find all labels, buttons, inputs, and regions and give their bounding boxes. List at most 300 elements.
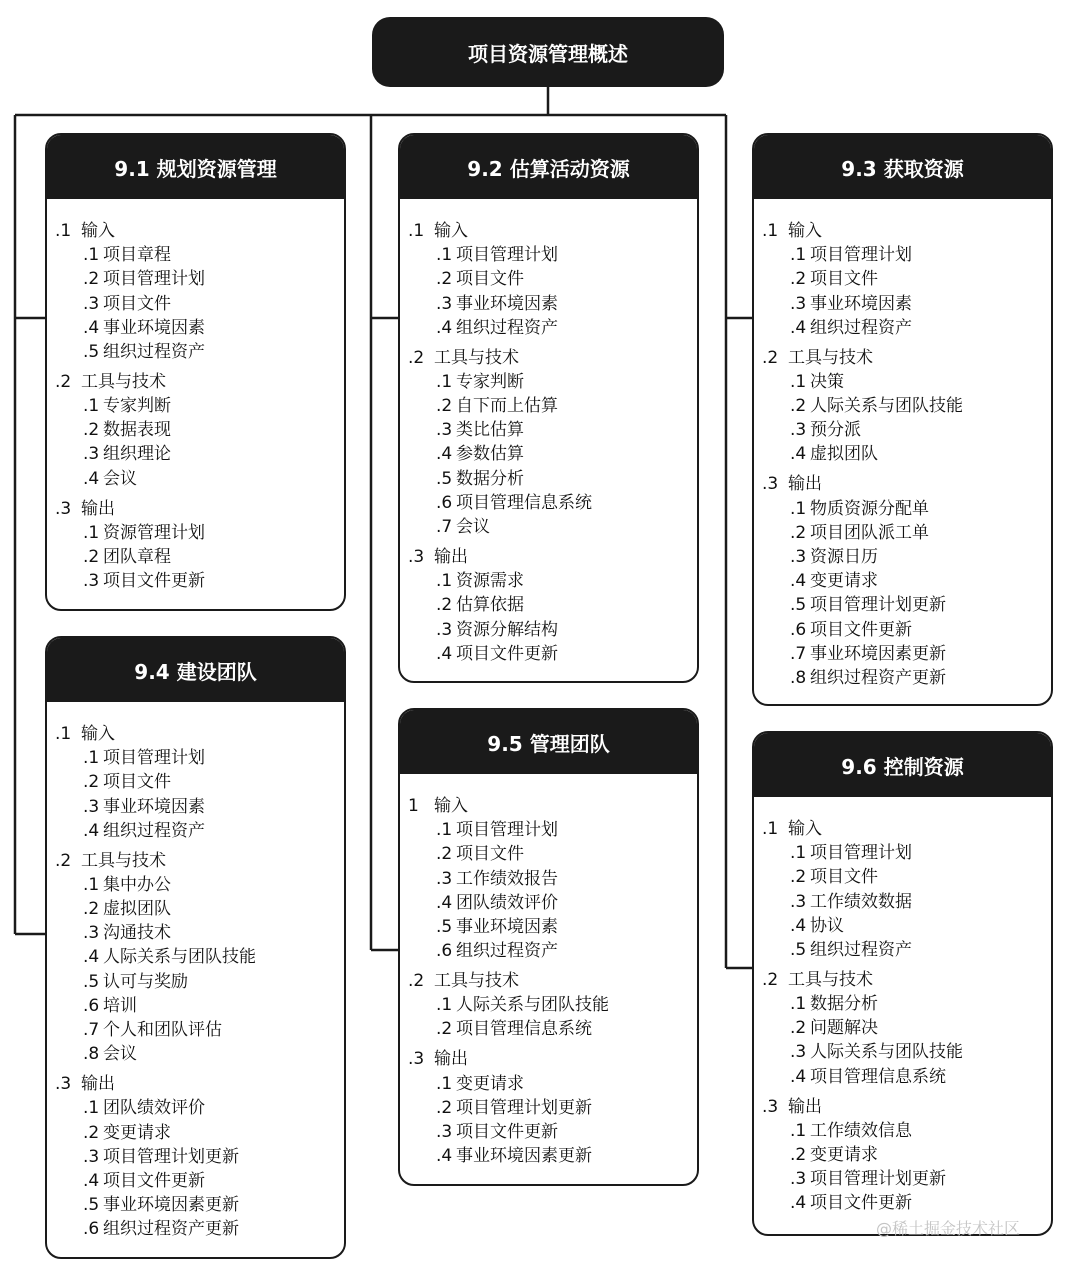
item-number: .5: [790, 939, 807, 960]
list-item: [762, 1065, 1051, 1089]
list-item: [762, 1119, 1051, 1143]
item-label: 组织理论: [103, 444, 171, 465]
item-label: 项目管理计划更新: [810, 1169, 946, 1190]
item-label: 专家判断: [456, 371, 524, 392]
section-title: [762, 346, 1051, 370]
list-item: [408, 442, 697, 466]
item-number: .1: [436, 245, 453, 266]
list-item: [762, 914, 1051, 938]
section-outputs: [762, 472, 1051, 690]
item-label: 项目文件更新: [456, 1122, 558, 1143]
item-number: .1: [436, 820, 453, 841]
list-item: [762, 243, 1051, 267]
process-body: [754, 199, 1051, 690]
item-number: .4: [436, 643, 453, 664]
list-item: [762, 442, 1051, 466]
item-number: .4: [83, 820, 100, 841]
section-number: .2: [408, 971, 425, 992]
list-item: [762, 1016, 1051, 1040]
item-number: .1: [790, 843, 807, 864]
list-item: [408, 842, 697, 866]
item-label: 组织过程资产更新: [810, 667, 946, 688]
section-label: 工具与技术: [81, 371, 166, 392]
item-label: 项目管理计划: [456, 245, 558, 266]
item-label: 项目文件更新: [810, 1193, 912, 1214]
item-label: 物质资源分配单: [810, 498, 929, 519]
section-number: .1: [55, 221, 72, 241]
item-number: .6: [83, 995, 100, 1016]
item-label: 项目文件: [810, 867, 878, 888]
process-title: 9.6 控制资源: [754, 733, 1051, 797]
section-label: 输出: [788, 1096, 822, 1117]
section-number: .1: [408, 221, 425, 241]
item-number: .5: [83, 1195, 100, 1216]
list-item: [762, 370, 1051, 394]
list-item: [408, 618, 697, 642]
section-title: [408, 794, 697, 818]
section-number: .1: [55, 724, 72, 744]
item-label: 会议: [103, 468, 137, 489]
item-label: 项目管理计划更新: [810, 595, 946, 616]
list-item: [762, 418, 1051, 442]
item-number: .3: [83, 293, 100, 314]
list-item: [55, 897, 344, 921]
list-item: [408, 915, 697, 939]
section-label: 输入: [788, 819, 822, 839]
item-number: .3: [790, 293, 807, 314]
section-label: 输出: [434, 1049, 468, 1070]
item-number: .3: [790, 1042, 807, 1063]
item-number: .3: [436, 420, 453, 441]
section-title: [762, 817, 1051, 841]
item-number: .2: [83, 1122, 100, 1143]
section-label: 输出: [434, 547, 468, 568]
list-item: [762, 545, 1051, 569]
item-number: .4: [83, 1170, 100, 1191]
section-title: [762, 1095, 1051, 1119]
item-number: .2: [83, 547, 100, 568]
section-title: [55, 849, 344, 873]
item-label: 组织过程资产: [103, 341, 205, 362]
item-label: 人际关系与团队技能: [810, 1042, 963, 1063]
process-box-9-5: [398, 708, 699, 1186]
item-number: .1: [83, 874, 100, 895]
process-title: 9.4 建设团队: [47, 638, 344, 702]
process-box-9-1: [45, 133, 346, 611]
list-item: [408, 267, 697, 291]
item-number: .4: [436, 1146, 453, 1167]
list-item: [408, 491, 697, 515]
section-outputs: [55, 497, 344, 594]
process-box-9-2: [398, 133, 699, 683]
process-body: [47, 199, 344, 593]
item-number: .5: [790, 595, 807, 616]
list-item: [55, 292, 344, 316]
item-number: .5: [83, 341, 100, 362]
item-number: .3: [790, 1169, 807, 1190]
item-label: 数据表现: [103, 420, 171, 441]
section-label: 工具与技术: [788, 347, 873, 368]
list-item: [762, 938, 1051, 962]
list-item: [762, 292, 1051, 316]
list-item: [55, 1042, 344, 1066]
item-label: 人际关系与团队技能: [103, 947, 256, 968]
item-label: 项目管理计划更新: [103, 1146, 239, 1167]
section-title: [408, 219, 697, 243]
list-item: [55, 316, 344, 340]
process-body: [47, 702, 344, 1242]
item-number: .2: [436, 1097, 453, 1118]
list-item: [762, 890, 1051, 914]
list-item: [55, 1169, 344, 1193]
process-body: [400, 774, 697, 1168]
list-item: [408, 316, 697, 340]
list-item: [55, 1121, 344, 1145]
section-label: 输出: [788, 474, 822, 495]
list-item: [408, 1017, 697, 1041]
item-label: 项目管理计划: [810, 843, 912, 864]
item-label: 认可与奖励: [103, 971, 188, 992]
section-title: [762, 472, 1051, 496]
section-number: .2: [55, 850, 72, 871]
list-item: [762, 841, 1051, 865]
item-number: .2: [83, 269, 100, 290]
item-label: 人际关系与团队技能: [810, 396, 963, 417]
item-label: 项目文件更新: [456, 643, 558, 664]
section-outputs: [408, 545, 697, 666]
section-label: 工具与技术: [788, 969, 873, 990]
item-label: 项目文件更新: [810, 619, 912, 640]
section-label: 输入: [81, 221, 115, 241]
list-item: [408, 939, 697, 963]
list-item: [762, 1167, 1051, 1191]
section-number: .3: [762, 474, 779, 495]
item-number: .3: [83, 923, 100, 944]
item-label: 专家判断: [103, 396, 171, 417]
list-item: [408, 593, 697, 617]
item-number: .5: [83, 971, 100, 992]
item-label: 参数估算: [456, 444, 524, 465]
item-number: .6: [790, 619, 807, 640]
list-item: [762, 992, 1051, 1016]
item-label: 事业环境因素更新: [103, 1195, 239, 1216]
overview-title: 项目资源管理概述: [372, 17, 724, 87]
item-number: .2: [436, 844, 453, 865]
item-number: .3: [436, 293, 453, 314]
section-number: .2: [55, 371, 72, 392]
process-body: [400, 199, 697, 666]
item-label: 组织过程资产: [810, 939, 912, 960]
section-outputs: [762, 1095, 1051, 1216]
item-label: 团队章程: [103, 547, 171, 568]
list-item: [408, 515, 697, 539]
item-number: .1: [790, 498, 807, 519]
section-label: 输出: [81, 1074, 115, 1095]
item-label: 资源管理计划: [103, 522, 205, 543]
watermark: @稀土掘金技术社区: [876, 1219, 1021, 1238]
section-title: [55, 219, 344, 243]
list-item: [762, 497, 1051, 521]
item-number: .3: [83, 571, 100, 592]
item-number: .7: [790, 643, 807, 664]
process-title: 9.3 获取资源: [754, 135, 1051, 199]
list-item: [762, 1191, 1051, 1215]
item-label: 工作绩效报告: [456, 868, 558, 889]
list-item: [408, 891, 697, 915]
item-number: .2: [436, 269, 453, 290]
section-title: [55, 1072, 344, 1096]
item-label: 组织过程资产: [456, 317, 558, 338]
item-label: 沟通技术: [103, 923, 171, 944]
item-number: .3: [790, 891, 807, 912]
item-number: .4: [436, 444, 453, 465]
list-item: [55, 545, 344, 569]
section-inputs: [55, 722, 344, 843]
list-item: [408, 370, 697, 394]
item-number: .3: [83, 1146, 100, 1167]
section-number: .3: [762, 1096, 779, 1117]
item-label: 数据分析: [810, 994, 878, 1015]
list-item: [55, 994, 344, 1018]
item-label: 会议: [103, 1044, 137, 1065]
list-item: [762, 569, 1051, 593]
item-number: .4: [83, 947, 100, 968]
list-item: [55, 921, 344, 945]
item-number: .4: [790, 1193, 807, 1214]
item-number: .4: [790, 317, 807, 338]
list-item: [762, 394, 1051, 418]
item-label: 项目管理计划: [103, 748, 205, 769]
section-title: [762, 219, 1051, 243]
item-label: 事业环境因素更新: [810, 643, 946, 664]
list-item: [762, 666, 1051, 690]
list-item: [408, 467, 697, 491]
list-item: [55, 945, 344, 969]
item-number: .3: [83, 444, 100, 465]
item-label: 项目章程: [103, 245, 171, 266]
list-item: [55, 795, 344, 819]
item-number: .2: [790, 1018, 807, 1039]
item-number: .4: [83, 468, 100, 489]
item-label: 组织过程资产更新: [103, 1219, 239, 1240]
item-number: .2: [436, 396, 453, 417]
item-number: .3: [436, 868, 453, 889]
section-number: .3: [55, 1074, 72, 1095]
item-number: .1: [436, 371, 453, 392]
list-item: [762, 618, 1051, 642]
item-number: .8: [83, 1044, 100, 1065]
section-label: 工具与技术: [81, 850, 166, 871]
section-tools: [55, 849, 344, 1067]
item-label: 项目管理计划: [810, 245, 912, 266]
item-label: 类比估算: [456, 420, 524, 441]
item-label: 团队绩效评价: [103, 1098, 205, 1119]
list-item: [762, 1040, 1051, 1064]
item-label: 变更请求: [810, 1145, 878, 1166]
list-item: [55, 746, 344, 770]
item-label: 集中办公: [103, 874, 171, 895]
list-item: [55, 467, 344, 491]
section-label: 工具与技术: [434, 347, 519, 368]
list-item: [408, 1144, 697, 1168]
item-label: 事业环境因素: [810, 293, 912, 314]
section-inputs: [762, 817, 1051, 962]
section-number: .2: [762, 969, 779, 990]
item-number: .2: [436, 1019, 453, 1040]
item-label: 资源分解结构: [456, 619, 558, 640]
process-title: 9.5 管理团队: [400, 710, 697, 774]
item-label: 项目文件: [456, 269, 524, 290]
item-number: .3: [83, 796, 100, 817]
item-number: .2: [83, 420, 100, 441]
item-label: 组织过程资产: [810, 317, 912, 338]
section-inputs: [408, 219, 697, 340]
item-number: .2: [436, 595, 453, 616]
section-tools: [55, 370, 344, 491]
list-item: [762, 316, 1051, 340]
section-number: .1: [762, 819, 779, 839]
item-label: 事业环境因素更新: [456, 1146, 592, 1167]
section-number: .1: [762, 221, 779, 241]
item-number: .5: [436, 468, 453, 489]
item-label: 项目文件: [103, 772, 171, 793]
item-label: 数据分析: [456, 468, 524, 489]
item-label: 变更请求: [103, 1122, 171, 1143]
item-number: .4: [83, 317, 100, 338]
section-tools: [762, 968, 1051, 1089]
list-item: [408, 993, 697, 1017]
list-item: [762, 593, 1051, 617]
item-number: .2: [790, 396, 807, 417]
section-number: .2: [762, 347, 779, 368]
process-box-9-6: [752, 731, 1053, 1236]
list-item: [55, 1193, 344, 1217]
section-title: [408, 346, 697, 370]
list-item: [408, 418, 697, 442]
item-number: .8: [790, 667, 807, 688]
section-title: [762, 968, 1051, 992]
section-title: [55, 497, 344, 521]
list-item: [55, 873, 344, 897]
item-label: 人际关系与团队技能: [456, 995, 609, 1016]
item-number: .1: [83, 748, 100, 769]
item-number: .4: [790, 1066, 807, 1087]
list-item: [55, 340, 344, 364]
item-label: 项目文件更新: [103, 571, 205, 592]
item-label: 团队绩效评价: [456, 892, 558, 913]
item-label: 虚拟团队: [103, 899, 171, 920]
item-number: .1: [436, 571, 453, 592]
process-box-9-3: [752, 133, 1053, 706]
list-item: [408, 818, 697, 842]
item-label: 项目团队派工单: [810, 522, 929, 543]
section-number: .3: [408, 1049, 425, 1070]
item-number: .7: [83, 1020, 100, 1041]
item-number: .2: [790, 522, 807, 543]
list-item: [55, 243, 344, 267]
item-label: 组织过程资产: [456, 941, 558, 962]
item-label: 事业环境因素: [103, 317, 205, 338]
list-item: [762, 267, 1051, 291]
list-item: [762, 1143, 1051, 1167]
list-item: [55, 394, 344, 418]
item-number: .3: [790, 547, 807, 568]
list-item: [408, 1096, 697, 1120]
item-number: .6: [83, 1219, 100, 1240]
list-item: [55, 442, 344, 466]
item-number: .1: [83, 396, 100, 417]
section-inputs: [55, 219, 344, 364]
item-label: 事业环境因素: [103, 796, 205, 817]
list-item: [408, 394, 697, 418]
item-label: 培训: [103, 995, 137, 1016]
item-number: .4: [790, 571, 807, 592]
item-number: .2: [790, 269, 807, 290]
item-label: 项目文件更新: [103, 1170, 205, 1191]
section-inputs: [408, 794, 697, 963]
section-tools: [408, 346, 697, 540]
list-item: [55, 569, 344, 593]
item-number: .3: [790, 420, 807, 441]
process-title: 9.1 规划资源管理: [47, 135, 344, 199]
list-item: [55, 970, 344, 994]
list-item: [55, 267, 344, 291]
item-number: .1: [83, 1098, 100, 1119]
item-label: 事业环境因素: [456, 293, 558, 314]
item-label: 变更请求: [456, 1073, 524, 1094]
section-tools: [408, 969, 697, 1042]
item-label: 工作绩效数据: [810, 891, 912, 912]
list-item: [55, 770, 344, 794]
section-label: 输入: [434, 221, 468, 241]
item-label: 资源日历: [810, 547, 878, 568]
item-label: 项目管理计划: [103, 269, 205, 290]
item-label: 协议: [810, 915, 844, 936]
item-number: .3: [436, 619, 453, 640]
item-number: .3: [436, 1122, 453, 1143]
item-number: .4: [790, 915, 807, 936]
section-label: 输入: [434, 796, 468, 816]
item-label: 问题解决: [810, 1018, 878, 1039]
item-label: 项目管理计划更新: [456, 1097, 592, 1118]
process-body: [754, 797, 1051, 1216]
section-title: [408, 969, 697, 993]
item-number: .1: [436, 995, 453, 1016]
list-item: [408, 569, 697, 593]
item-label: 虚拟团队: [810, 444, 878, 465]
list-item: [55, 1217, 344, 1241]
list-item: [55, 1018, 344, 1042]
section-inputs: [762, 219, 1051, 340]
item-number: .5: [436, 916, 453, 937]
list-item: [408, 1120, 697, 1144]
list-item: [55, 819, 344, 843]
item-label: 资源需求: [456, 571, 524, 592]
item-label: 项目管理计划: [456, 820, 558, 841]
section-tools: [762, 346, 1051, 467]
item-number: .1: [83, 245, 100, 266]
list-item: [55, 1145, 344, 1169]
list-item: [762, 521, 1051, 545]
section-number: .3: [408, 547, 425, 568]
item-number: .2: [790, 867, 807, 888]
item-number: .6: [436, 492, 453, 513]
item-label: 变更请求: [810, 571, 878, 592]
list-item: [762, 642, 1051, 666]
item-label: 项目文件: [456, 844, 524, 865]
item-number: .4: [436, 892, 453, 913]
item-label: 个人和团队评估: [103, 1020, 222, 1041]
